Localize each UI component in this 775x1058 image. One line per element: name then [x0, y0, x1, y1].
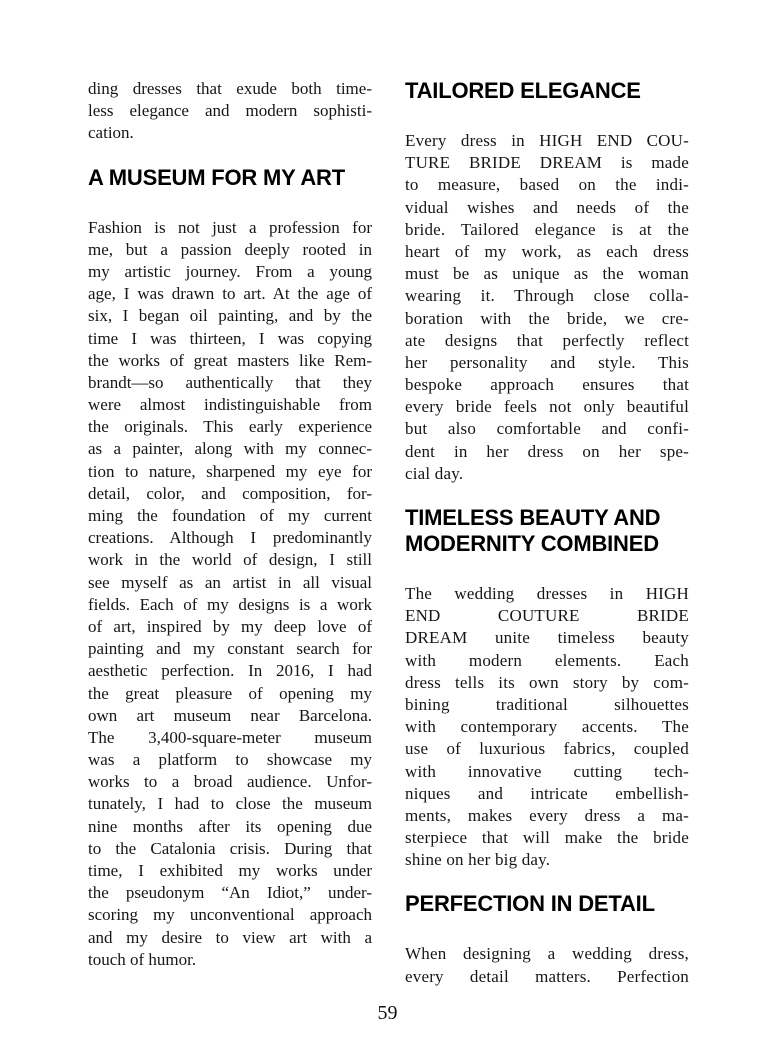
- text-line: six, I began oil painting, and by the: [88, 306, 372, 326]
- section-heading-timeless-beauty-and-modernity-combined: TIMELESS BEAUTY AND MODERNITY COMBINED: [405, 505, 661, 556]
- paragraph-continuation: [88, 78, 372, 145]
- section-heading-perfection-in-detail: PERFECTION IN DETAIL: [405, 891, 655, 917]
- text-line: ming the foundation of my current: [88, 506, 372, 525]
- text-line: TURE BRIDE DREAM is made: [405, 153, 689, 173]
- text-line: brandt—so authentically that they: [88, 372, 372, 392]
- text-line: less elegance and modern sophisti-: [88, 101, 372, 121]
- paragraph-perfection-in-detail: [405, 943, 689, 987]
- text-line: as a painter, along with my connec-: [88, 439, 372, 459]
- text-line: scoring my unconventional approach: [88, 905, 372, 925]
- text-line: works to a broad audience. Unfor-: [88, 772, 372, 792]
- text-line: Fashion is not just a profession for: [88, 217, 372, 237]
- text-line: must be as unique as the woman: [405, 264, 689, 284]
- text-line: aesthetic perfection. In 2016, I had: [88, 661, 372, 681]
- text-line: dent in her dress on her spe-: [405, 441, 689, 461]
- text-line: the originals. This early experience: [88, 417, 372, 437]
- text-line: see myself as an artist in all visual: [88, 572, 372, 592]
- text-line: with contemporary accents. The: [405, 717, 689, 737]
- text-line: bining traditional silhouettes: [405, 694, 689, 714]
- text-line: painting and my constant search for: [88, 639, 372, 659]
- text-line: age, I was drawn to art. At the age of: [88, 284, 372, 304]
- text-line: niques and intricate embellish-: [405, 783, 689, 803]
- text-line: the works of great masters like Rem-: [88, 350, 372, 370]
- text-line: Every dress in HIGH END COU-: [405, 131, 689, 150]
- text-line: touch of humor.: [88, 949, 197, 969]
- paragraph-timeless-beauty: [405, 583, 689, 871]
- text-line: DREAM unite timeless beauty: [405, 628, 689, 648]
- text-line: END COUTURE BRIDE: [405, 606, 689, 626]
- text-line: bespoke approach ensures that: [405, 375, 689, 395]
- left-column: [88, 78, 372, 988]
- text-line: but also comfortable and confi-: [405, 419, 689, 439]
- text-line: fields. Each of my designs is a work: [88, 594, 372, 614]
- paragraph-museum-story: [88, 217, 372, 971]
- text-line: shine on her big day.: [405, 850, 551, 870]
- text-line: of art, inspired by my deep love of: [88, 616, 372, 636]
- text-line: ding dresses that exude both time-: [88, 79, 372, 98]
- text-line: The 3,400-square-meter museum: [88, 727, 372, 747]
- paragraph-tailored-elegance: [405, 130, 689, 485]
- text-line: the pseudonym “An Idiot,” under-: [88, 883, 372, 903]
- page-number: 59: [377, 1002, 398, 1024]
- text-line: tion to nature, sharpened my eye for: [88, 461, 372, 481]
- text-line: sterpiece that will make the bride: [405, 828, 689, 848]
- two-column-layout: [88, 78, 689, 988]
- text-line: and my desire to view art with a: [88, 927, 372, 947]
- text-line: cation.: [88, 123, 134, 143]
- text-line: wearing it. Through close colla-: [405, 286, 689, 306]
- text-line: every detail matters. Perfection: [405, 966, 689, 986]
- text-line: with modern elements. Each: [405, 650, 689, 670]
- text-line: with innovative cutting tech-: [405, 761, 689, 781]
- text-line: cial day.: [405, 463, 464, 483]
- text-line: boration with the bride, we cre-: [405, 308, 689, 328]
- text-line: the great pleasure of opening my: [88, 683, 372, 703]
- text-line: was a platform to showcase my: [88, 750, 372, 770]
- section-heading-tailored-elegance: TAILORED ELEGANCE: [405, 78, 641, 103]
- text-line: to the Catalonia crisis. During that: [88, 838, 372, 858]
- text-line: were almost indistinguishable from: [88, 395, 372, 415]
- text-line: vidual wishes and needs of the: [405, 197, 689, 217]
- text-line: time I was thirteen, I was copying: [88, 328, 372, 348]
- text-line: dress tells its own story by com-: [405, 672, 689, 692]
- text-line: ments, makes every dress a ma-: [405, 805, 689, 825]
- text-line: use of luxurious fabrics, coupled: [405, 739, 689, 759]
- text-line: bride. Tailored elegance is at the: [405, 219, 689, 239]
- text-line: nine months after its opening due: [88, 816, 372, 836]
- text-line: time, I exhibited my works under: [88, 861, 372, 880]
- text-line: work in the world of design, I still: [88, 550, 372, 570]
- text-line: creations. Although I predominantly: [88, 528, 372, 548]
- text-line: my artistic journey. From a young: [88, 261, 372, 281]
- text-line: every bride feels not only beautiful: [405, 397, 689, 417]
- text-line: detail, color, and composition, for-: [88, 483, 372, 503]
- text-line: heart of my work, as each dress: [405, 241, 689, 261]
- text-line: own art museum near Barcelona.: [88, 705, 372, 725]
- text-line: tunately, I had to close the museum: [88, 794, 372, 814]
- text-line: ate designs that perfectly reflect: [405, 330, 689, 350]
- text-line: When designing a wedding dress,: [405, 944, 689, 964]
- text-line: to measure, based on the indi-: [405, 175, 689, 195]
- text-line: me, but a passion deeply rooted in: [88, 239, 372, 259]
- text-line: The wedding dresses in HIGH: [405, 584, 689, 603]
- right-column: [405, 78, 689, 988]
- section-heading-a-museum-for-my-art: A MUSEUM FOR MY ART: [88, 164, 345, 190]
- text-line: her personality and style. This: [405, 352, 689, 372]
